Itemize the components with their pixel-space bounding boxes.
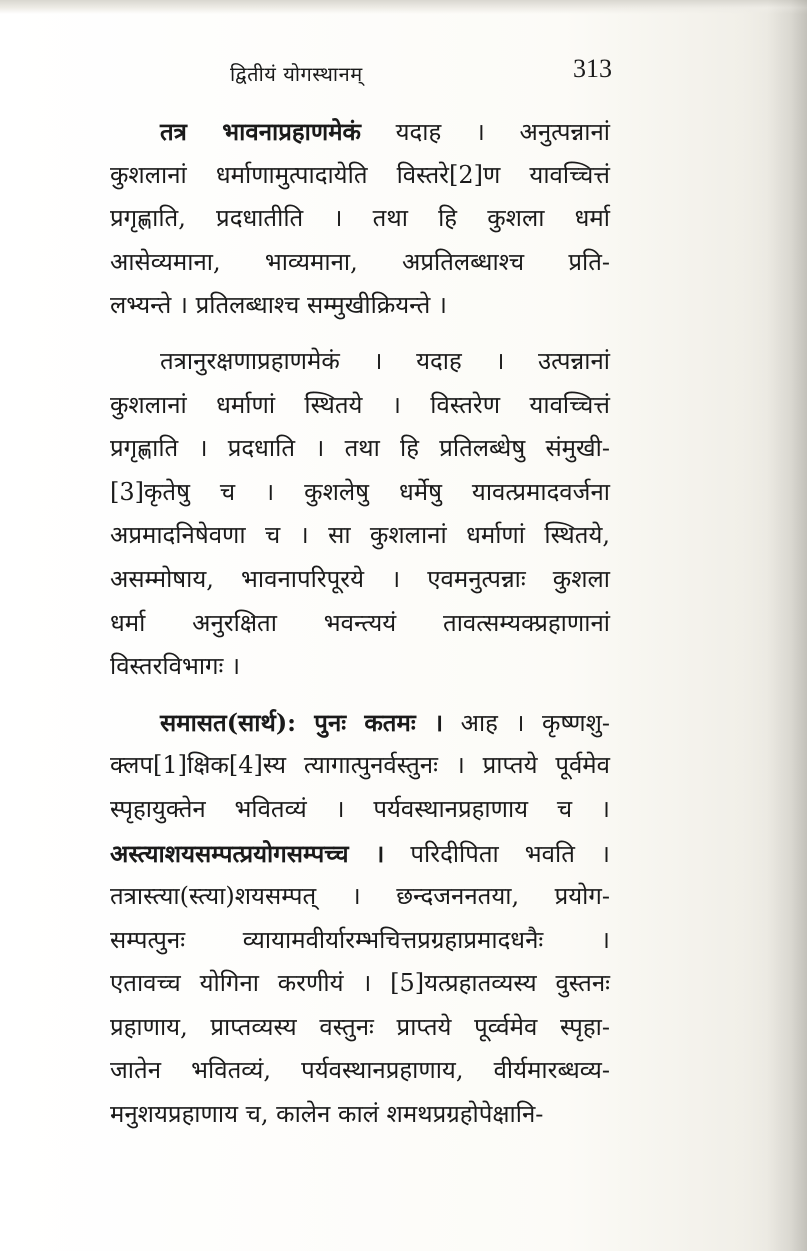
text-segment: तत्रानुरक्षणाप्रहाणमेकं । यदाह । उत्पन्नानां [160, 346, 610, 375]
text-line [110, 1049, 610, 1093]
text-segment: क्लप[1]क्षिक[4]स्य त्यागात्पुनर्वस्तुनः । प्राप्तये पूर्वमेव [110, 751, 610, 780]
page-number: 313 [573, 54, 612, 83]
text-segment: स्पृहायुक्तेन भवितव्यं । पर्यवस्थानप्रहाणाय च । [110, 794, 610, 823]
text-line [110, 1006, 610, 1050]
text-line [110, 241, 610, 285]
text-line [110, 962, 610, 1006]
text-segment: प्रहाणाय, प्राप्तव्यस्य वस्तुनः प्राप्तये पूर्व्वमेव स्पृहा- [110, 1012, 610, 1041]
text-line [110, 602, 610, 646]
text-line [110, 471, 610, 515]
text-segment: धर्मा अनुरक्षिता भवन्त्ययं तावत्सम्यक्प्रहाणानां [110, 608, 610, 637]
text-segment: प्रगृह्णाति । प्रदधाति । तथा हि प्रतिलब्धेषु संमुखी- [110, 434, 610, 463]
text-segment: अप्रमादनिषेवणा च । सा कुशलानां धर्माणां स्थितये, [110, 521, 610, 550]
text-segment: आसेव्यमाना, भाव्यमाना, अप्रतिलब्धाश्च प्रति- [110, 247, 610, 276]
text-line [110, 384, 610, 428]
text-segment: यदाह । अनुत्पन्नानां [360, 118, 610, 146]
paragraph [110, 110, 610, 328]
text-segment: प्रगृह्णाति, प्रदधातीति । तथा हि कुशला धर्मा [110, 204, 610, 233]
text-line [110, 832, 610, 876]
text-segment: कुशलानां धर्माणां स्थितये । विस्तरेण यावच्चित्तं [110, 390, 610, 419]
text-line [110, 701, 610, 745]
running-title: द्वितीयं योगस्थानम् [230, 62, 363, 86]
text-line [110, 744, 610, 788]
text-line [110, 514, 610, 558]
text-line [110, 645, 610, 689]
paragraph [110, 701, 610, 1137]
text-segment: सम्पत्पुनः व्यायामवीर्यारम्भचित्तप्रग्रहाप्रमादधनैः । [110, 925, 610, 954]
text-line [110, 1093, 610, 1137]
page-binding-shadow [767, 0, 807, 1251]
page-top-edge [0, 0, 807, 14]
text-segment: कुशलानां धर्माणामुत्पादायेति विस्तरे[2]ण यावच्चित्तं [110, 160, 610, 189]
text-segment: [3]कृतेषु च । कुशलेषु धर्मेषु यावत्प्रमादवर्जना [110, 477, 610, 506]
paragraph [110, 340, 610, 689]
text-line [110, 110, 610, 154]
text-line [110, 788, 610, 832]
bold-term: समासत(सार्थ): पुनः कतमः । [160, 707, 444, 737]
text-segment: लभ्यन्ते । प्रतिलब्धाश्च सम्मुखीक्रियन्ते । [110, 291, 447, 320]
running-head [110, 52, 620, 92]
text-line [110, 197, 610, 241]
text-segment: जातेन भवितव्यं, पर्यवस्थानप्रहाणाय, वीर्यमारब्धव्य- [110, 1056, 610, 1085]
text-line [110, 154, 610, 198]
text-line [110, 340, 610, 384]
text-segment: असम्मोषाय, भावनापरिपूरये । एवमनुत्पन्नाः कुशला [110, 564, 610, 593]
text-line [110, 284, 610, 328]
text-segment: एतावच्च योगिना करणीयं । [5]यत्प्रहातव्यस्य वुस्तनः [110, 969, 610, 998]
text-line [110, 558, 610, 602]
text-line [110, 427, 610, 471]
text-line [110, 919, 610, 963]
text-line [110, 875, 610, 919]
text-segment: विस्तरविभागः । [110, 652, 241, 681]
bold-term: तत्र भावनाप्रहाणमेकं [160, 117, 361, 146]
bold-term: अस्त्याशयसम्पत्प्रयोगसम्पच्च । [110, 838, 385, 868]
text-segment: आह । कृष्णशु- [443, 708, 610, 737]
text-segment: परिदीपिता भवति । [384, 839, 610, 868]
body-text [110, 110, 610, 1149]
text-segment: तत्रास्त्या(स्त्या)शयसम्पत् । छन्दजननतया, प्रयोग- [110, 882, 610, 911]
text-segment: मनुशयप्रहाणाय च, कालेन कालं शमथप्रग्रहोपेक्षानि- [110, 1100, 544, 1129]
